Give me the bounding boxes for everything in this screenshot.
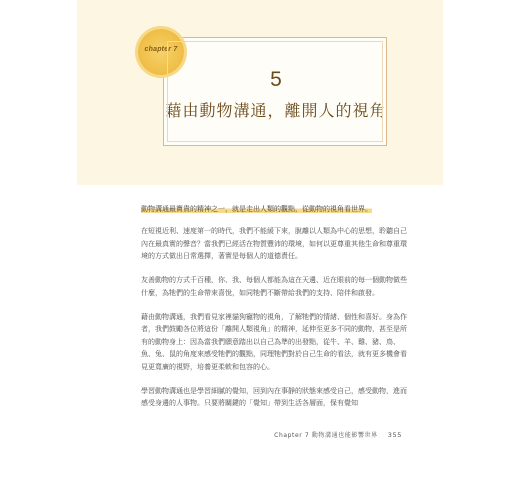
- highlighted-lead: 動物溝通最寶貴的精神之一，就是走出人類的觀點，從動物的視角看世界。: [141, 205, 372, 213]
- section-title: 藉由動物溝通，離開人的視角: [165, 101, 387, 120]
- running-title: Chapter 7 動物溝通也能影響世界: [274, 432, 378, 439]
- section-number: 5: [270, 68, 282, 91]
- paragraph-4: 學習動物溝通也是學習細膩的覺知，回到內在事靜的狀態來感受自己，感受動物，進而感受身邊的人事物。只要將關鍵的「覺知」帶到生活各層面，保有覺知: [141, 386, 407, 407]
- page-number: 355: [387, 431, 402, 439]
- paragraph-2: 友善動物的方式千百種，你、我、每個人都能為這在天邊、近在眼前的每一個動物做些什麼，為牠們的生命帶來喜悅，如同牠們不斷帶給我們的支持、陪伴和啟發。: [141, 276, 407, 297]
- chapter-badge: [138, 29, 184, 75]
- chapter-header-band: [77, 0, 443, 185]
- lead-paragraph: [141, 203, 411, 215]
- page-footer: [226, 430, 402, 439]
- chapter-badge-label: chapter 7: [144, 46, 178, 53]
- paragraph-1: 在短視近利、速度第一的時代，我們不能緩下來，脫離以人類為中心的思想，聆聽自己內在最真實的聲音？當我們已經活在物質豐沛的環境，如何以更尊重其他生命和尊重環境的方式做出日常選擇，著實是每個人的道德責任。: [141, 227, 407, 260]
- book-page: [77, 0, 443, 500]
- paragraph-3: 藉由動物溝通，我們看見家裡貓狗寵物的視角，了解牠們的情緒、個性和喜好。身為作者，我們鼓勵各位將這份「離開人類視角」的精神，延伸至更多不同的動物，甚至是所有的動物身上：因為當我們願意踏出以自己為準的出發點，從牛、羊、雞、豬、鳥、魚、兔、鼠的角度來感受牠們的觀點，同理牠們對於自己生命的看法，就有更多機會看見更寬廣的視野，培養更柔軟和包容的心。: [141, 312, 407, 371]
- body-text: [141, 203, 411, 421]
- chapter-title-frame: [144, 37, 387, 146]
